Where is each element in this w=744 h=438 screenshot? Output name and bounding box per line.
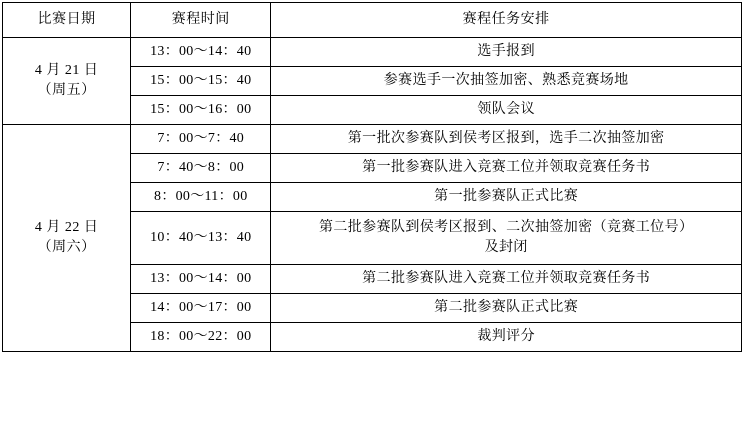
task-cell: 第二批参赛队进入竞赛工位并领取竞赛任务书: [271, 265, 742, 294]
task-line1: 第二批参赛队到侯考区报到、二次抽签加密（竞赛工位号）: [318, 219, 694, 235]
column-header-time: [131, 3, 271, 38]
table-body: [3, 38, 742, 352]
table-header: [3, 3, 742, 38]
time-cell: 18：00～22：00: [131, 323, 271, 352]
time-cell: 13：00～14：00: [131, 265, 271, 294]
time-cell: 7：40～8：00: [131, 154, 271, 183]
task-cell: [271, 212, 742, 265]
task-cell: 第一批参赛队进入竞赛工位并领取竞赛任务书: [271, 154, 742, 183]
time-cell: 7：00～7：40: [131, 125, 271, 154]
table-row: [3, 125, 742, 154]
task-cell: 第二批参赛队正式比赛: [271, 294, 742, 323]
time-cell: 13：00～14：40: [131, 38, 271, 67]
date-line1: 4 月 22 日: [34, 219, 99, 235]
date-line2: （周五）: [37, 83, 96, 98]
time-cell: 10：40～13：40: [131, 212, 271, 265]
time-cell: 15：00～15：40: [131, 67, 271, 96]
column-header-time-label: 赛程时间: [171, 11, 230, 27]
column-header-date: [3, 3, 131, 38]
time-cell: 15：00～16：00: [131, 96, 271, 125]
task-cell: 选手报到: [271, 38, 742, 67]
competition-schedule-table: [2, 2, 742, 352]
table-header-row: [3, 3, 742, 38]
task-cell: 裁判评分: [271, 323, 742, 352]
date-line2: （周六）: [37, 240, 96, 255]
time-cell: 8：00～11：00: [131, 183, 271, 212]
table-row: [3, 38, 742, 67]
column-header-date-label: 比赛日期: [37, 11, 96, 27]
time-cell: 14：00～17：00: [131, 294, 271, 323]
column-header-task: [271, 3, 742, 38]
task-line2: 及封闭: [484, 240, 528, 255]
task-cell: 参赛选手一次抽签加密、熟悉竞赛场地: [271, 67, 742, 96]
task-cell: 领队会议: [271, 96, 742, 125]
task-cell: 第一批次参赛队到侯考区报到，选手二次抽签加密: [271, 125, 742, 154]
date-cell-day2: [3, 125, 131, 352]
task-cell: 第一批参赛队正式比赛: [271, 183, 742, 212]
date-cell-day1: [3, 38, 131, 125]
column-header-task-label: 赛程任务安排: [462, 11, 550, 27]
date-line1: 4 月 21 日: [34, 62, 99, 78]
